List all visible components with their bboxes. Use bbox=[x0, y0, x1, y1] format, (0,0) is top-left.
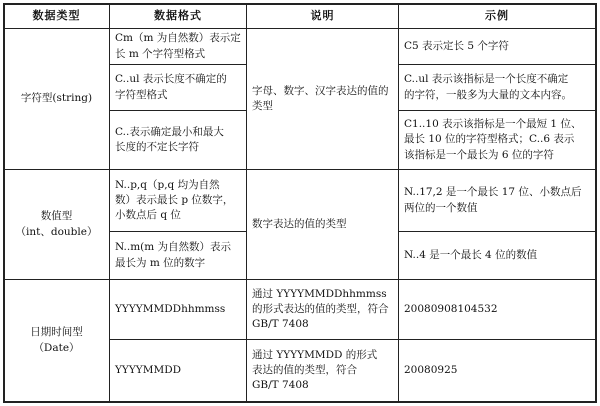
header-example: 示例 bbox=[485, 9, 509, 23]
example-cell: C5 表示定长 5 个字符 bbox=[404, 39, 509, 52]
format-cell: YYYYMMDD bbox=[115, 363, 182, 376]
format-cell: Cm（m 为自然数）表示定 长 m 个字符型格式 bbox=[115, 32, 241, 60]
description-string: 字母、数字、汉字表达的值的 类型 bbox=[252, 84, 389, 112]
format-cell: C..ul 表示长度不确定的 字符型格式 bbox=[115, 73, 227, 101]
type-numeric: 数值型 （int、double） bbox=[15, 210, 98, 238]
description-cell: 通过 YYYYMMDDhhmmss 的形式表达的值的类型，符合 GB/T 7408 bbox=[252, 287, 389, 331]
description-cell: 通过 YYYYMMDD 的形式 表达的值的类型，符合 GB/T 7408 bbox=[252, 348, 378, 392]
header-type: 数据类型 bbox=[32, 9, 81, 23]
type-datetime: 日期时间型 （Date） bbox=[30, 326, 83, 354]
example-cell: 20080925 bbox=[404, 363, 458, 376]
format-cell: YYYYMMDDhhmmss bbox=[115, 302, 226, 315]
description-numeric: 数字表达的值的类型 bbox=[252, 217, 347, 230]
table-right-border bbox=[595, 3, 597, 403]
example-cell: C..ul 表示该指标是一个长度不确定 的字符，一般多为大量的文本内容。 bbox=[404, 73, 572, 101]
example-cell: C1..10 表示该指标是一个最短 1 位、 最长 10 位的字符型格式；C..6 表示 该指标是一个最长为 6 位的字符 bbox=[404, 118, 582, 161]
table-bottom-border bbox=[3, 401, 597, 403]
format-cell: N..m(m 为自然数）表示 最长为 m 位的数字 bbox=[115, 241, 232, 269]
format-cell: N..p,q（p,q 均为自然 数）表示最长 p 位数字， 小数点后 q 位 bbox=[115, 178, 234, 222]
header-format: 数据格式 bbox=[154, 9, 202, 23]
type-string: 字符型(string) bbox=[20, 92, 93, 105]
data-type-table bbox=[3, 3, 597, 403]
example-cell: N..4 是一个最长 4 位的数值 bbox=[404, 248, 538, 261]
example-cell: N..17,2 是一个最长 17 位、小数点后 两位的一个数值 bbox=[404, 186, 582, 214]
header-description: 说明 bbox=[310, 9, 335, 23]
format-cell: C..表示确定最小和最大 长度的不定长字符 bbox=[115, 125, 224, 153]
example-cell: 20080908104532 bbox=[404, 302, 498, 315]
